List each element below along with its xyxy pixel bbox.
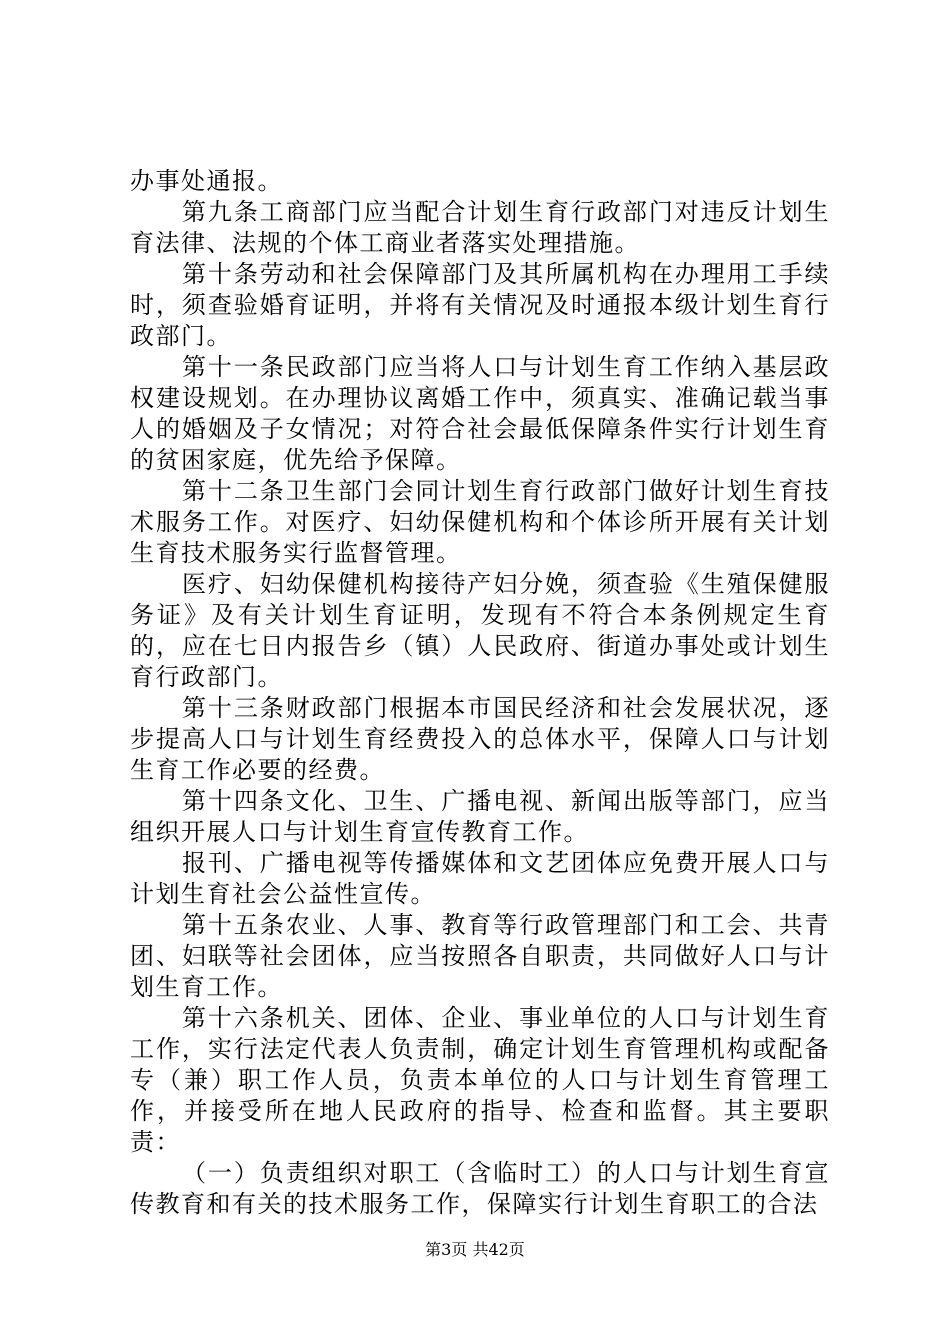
page-number-label: 第3页 共42页 bbox=[425, 1240, 525, 1259]
page-footer bbox=[0, 1240, 950, 1260]
document-body bbox=[130, 166, 830, 1220]
paragraph-article-14-clause-2: 报刊、广播电视等传播媒体和文艺团体应免费开展人口与计划生育社会公益性宣传。 bbox=[130, 849, 830, 908]
paragraph-article-16-item-1: （一）负责组织对职工（含临时工）的人口与计划生育宣传教育和有关的技术服务工作，保障实行计划生育职工的合法 bbox=[130, 1159, 830, 1218]
paragraph-article-14: 第十四条文化、卫生、广播电视、新闻出版等部门，应当组织开展人口与计划生育宣传教育工作。 bbox=[130, 787, 830, 846]
paragraph-article-15: 第十五条农业、人事、教育等行政管理部门和工会、共青团、妇联等社会团体，应当按照各自职责，共同做好人口与计划生育工作。 bbox=[130, 911, 830, 1001]
paragraph-article-11: 第十一条民政部门应当将人口与计划生育工作纳入基层政权建设规划。在办理协议离婚工作中，须真实、准确记载当事人的婚姻及子女情况；对符合社会最低保障条件实行计划生育的贫困家庭，优先给予保障。 bbox=[130, 353, 830, 474]
paragraph-article-9: 第九条工商部门应当配合计划生育行政部门对违反计划生育法律、法规的个体工商业者落实处理措施。 bbox=[130, 198, 830, 257]
paragraph-article-12-clause-2: 医疗、妇幼保健机构接待产妇分娩，须查验《生殖保健服务证》及有关计划生育证明，发现有不符合本条例规定生育的，应在七日内报告乡（镇）人民政府、街道办事处或计划生育行政部门。 bbox=[130, 570, 830, 691]
paragraph-article-12: 第十二条卫生部门会同计划生育行政部门做好计划生育技术服务工作。对医疗、妇幼保健机构和个体诊所开展有关计划生育技术服务实行监督管理。 bbox=[130, 477, 830, 567]
paragraph-article-16: 第十六条机关、团体、企业、事业单位的人口与计划生育工作，实行法定代表人负责制，确定计划生育管理机构或配备专（兼）职工作人员，负责本单位的人口与计划生育管理工作，并接受所在地人民政府的指导、检查和监督。其主要职责： bbox=[130, 1004, 830, 1156]
paragraph-article-10: 第十条劳动和社会保障部门及其所属机构在办理用工手续时，须查验婚育证明，并将有关情况及时通报本级计划生育行政部门。 bbox=[130, 260, 830, 350]
paragraph-article-13: 第十三条财政部门根据本市国民经济和社会发展状况，逐步提高人口与计划生育经费投入的总体水平，保障人口与计划生育工作必要的经费。 bbox=[130, 694, 830, 784]
paragraph-continuation: 办事处通报。 bbox=[130, 167, 283, 195]
